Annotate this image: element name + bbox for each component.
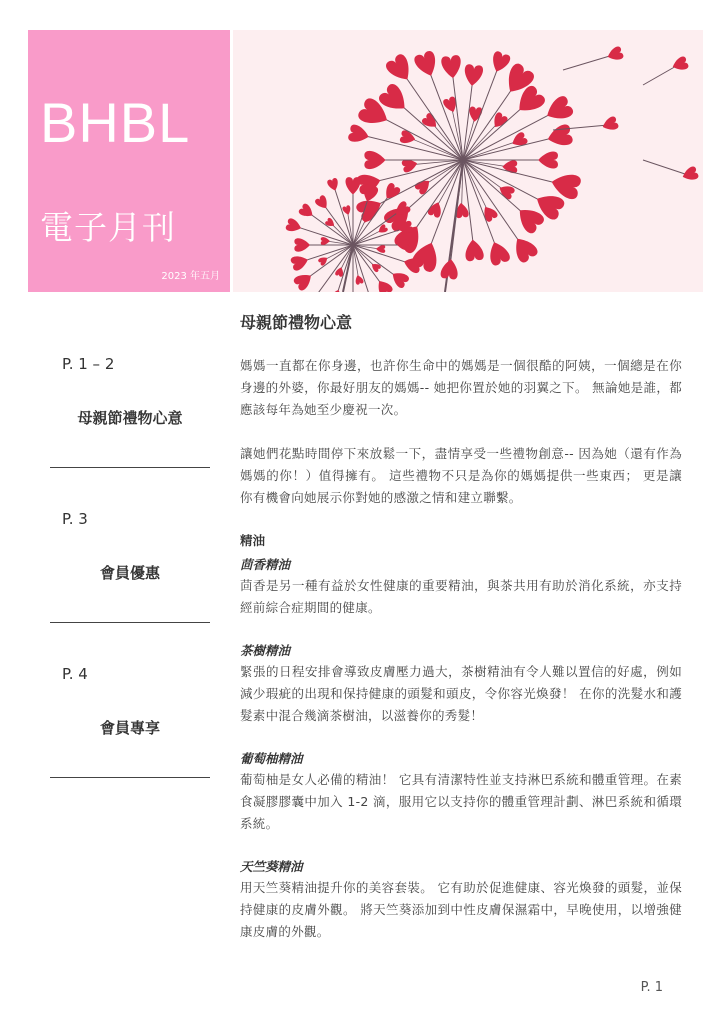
oil-name-fennel: 茴香精油 [240,557,291,572]
banner-image [233,30,703,292]
dandelion-stem [432,123,463,160]
dandelion-stem [643,160,688,175]
toc-entry[interactable] [50,510,210,665]
brand-title: BHBL [40,91,191,154]
heart-petal [413,50,441,80]
page-number: P. 1 [640,980,663,995]
heart-petal [376,245,385,253]
dandelion-stem [463,160,488,212]
heart-petal [384,52,416,85]
dandelion-stem [334,186,353,245]
table-of-contents [50,355,210,820]
heart-petal [314,194,331,211]
toc-page-ref: P. 1 – 2 [62,355,115,373]
toc-page-ref: P. 4 [62,665,88,683]
heart-petal [414,176,434,195]
heart-petal [489,50,512,75]
dandelion-stem [353,245,398,277]
dandelion-hearts-illustration [233,30,703,292]
heart-petal [321,237,330,245]
heart-petal [485,239,511,267]
heart-petal [549,170,582,200]
dandelion-stem [463,141,517,160]
heart-petal [542,94,575,125]
article [240,310,682,965]
heart-petal [298,203,316,221]
heart-petal [399,130,416,146]
oil-name-geranium: 天竺葵精油 [240,859,303,874]
heart-petal [347,124,370,145]
intro-paragraph: 媽媽一直都在你身邊，也許你生命中的媽媽是一個很酷的阿姨，一個總是在你身邊的外婆，你最好朋友的媽媽-- 她把你置於她的羽翼之下。 無論她是誰，都應該每年為她至少慶祝一次。 [240,358,682,417]
heart-petal [440,258,459,280]
newsletter-subtitle: 電子月刊 [40,208,176,247]
heart-petal [389,268,411,289]
heart-petal [294,238,310,251]
oil-description: 緊張的日程安排會導致皮膚壓力過大，茶樹精油有令人難以置信的好處，例如減少瑕疵的出現和保持健康的頭髮和頭皮，令你容光煥發！ 在你的洗髮水和護髮素中混合幾滴茶樹油，以滋養你的秀髮！ [240,664,682,723]
heart-petal [606,46,625,63]
heart-petal [421,112,441,131]
toc-page-ref: P. 3 [62,510,88,528]
toc-title[interactable]: 母親節禮物心意 [77,409,183,427]
heart-petal [364,151,385,169]
heart-petal [285,218,303,235]
dandelion-stem [643,65,678,85]
section-heading-essential-oils: 精油 [240,533,266,548]
heart-petal [601,116,620,133]
masthead [28,30,230,292]
toc-entry[interactable] [50,665,210,820]
oil-name-tea-tree: 茶樹精油 [240,643,291,658]
heart-petal [290,253,310,272]
intro-paragraph: 讓她們花點時間停下來放鬆一下，盡情享受一些禮物創意-- 因為她（還有作為媽媽的你！）值得擁有。 這些禮物不只是為你的媽媽提供一些東西； 更是讓你有機會向她展示你對她的感激之情和建立聯繫。 [240,446,682,505]
heart-petal [545,123,573,149]
oil-description: 葡萄柚是女人必備的精油！ 它具有清潔特性並支持淋巴系統和體重管理。在素食凝膠膠囊中加入 1-2 滴，服用它以支持你的體重管理計劃、淋巴系統和循環系統。 [240,772,682,831]
dandelion-stem [425,160,463,185]
divider [50,777,210,778]
dandelion-stem [308,213,353,245]
oil-description: 茴香是另一種有益於女性健康的重要精油，與茶共用有助於消化系統，亦支持經前綜合症期間的健康。 [240,578,682,615]
heart-petal [538,152,558,169]
article-title: 母親節禮物心意 [240,313,353,332]
heart-petal [671,56,690,73]
dandelion-stem [302,245,353,262]
toc-title[interactable]: 會員優惠 [99,564,160,582]
heart-petal [509,233,540,264]
toc-entry[interactable] [50,355,210,510]
divider [50,467,210,468]
issue-date: 2023 年五月 [161,271,220,282]
divider [50,622,210,623]
heart-petal [464,239,485,262]
toc-title[interactable]: 會員專享 [99,719,160,737]
oil-description: 用天竺葵精油提升你的美容套裝。 它有助於促進健康、容光煥發的頭髮，並保持健康的皮膚外觀。 將天竺葵添加到中性皮膚保濕霜中，早晚使用，以增強健康皮膚的外觀。 [240,880,682,939]
heart-petal [441,55,463,80]
heart-petal [292,270,315,292]
oil-name-grapefruit: 葡萄柚精油 [240,751,303,766]
heart-petal [346,177,361,194]
dandelion-stem [563,55,613,70]
heart-petal [381,182,401,203]
heart-petal [329,288,344,292]
heart-petal [374,277,394,292]
heart-petal [327,177,341,192]
heart-petal [463,64,484,87]
heart-petal [681,166,700,183]
